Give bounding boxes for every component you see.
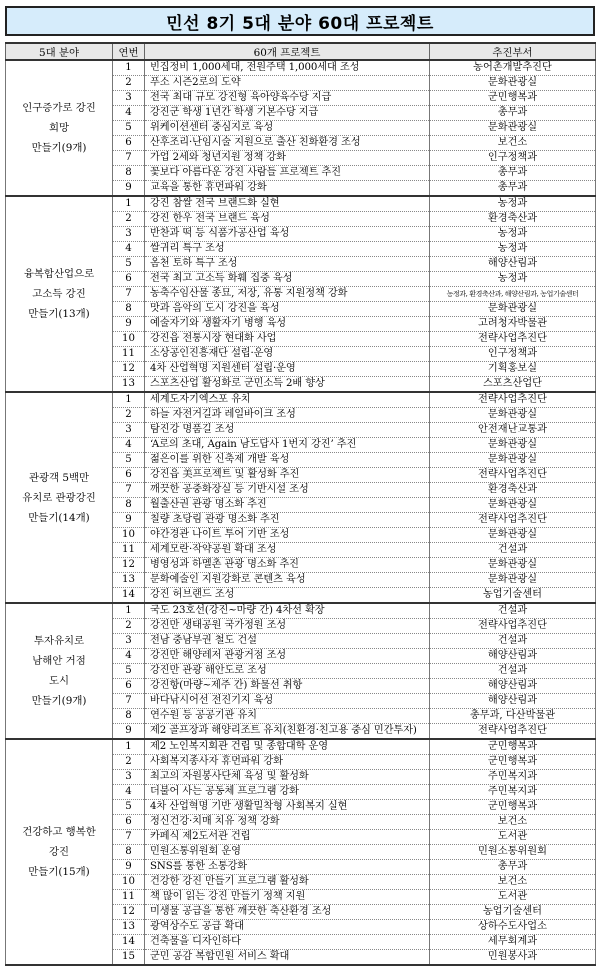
row-number: 8 [113, 709, 145, 724]
department: 문화관광실 [430, 453, 596, 468]
project-name: 강진만 생태공원 국가정원 조성 [145, 619, 430, 634]
department: 총무과 [430, 106, 596, 121]
row-number: 12 [113, 558, 145, 573]
project-name: 산후조리·난임시술 지원으로 출산 친화환경 조성 [145, 136, 430, 151]
title-banner [5, 6, 595, 36]
department: 건설과 [430, 634, 596, 649]
project-name: 강진군 학생 1년간 학생 기본수당 지급 [145, 106, 430, 121]
project-name: 국도 23호선(강진~마량 간) 4차선 확장 [145, 603, 430, 619]
table-row [6, 739, 596, 755]
row-number: 5 [113, 800, 145, 815]
row-number: 11 [113, 543, 145, 558]
department: 기획홍보실 [430, 362, 596, 377]
row-number: 8 [113, 498, 145, 513]
category-line: 유치로 관광강진 [22, 491, 96, 504]
row-number: 5 [113, 664, 145, 679]
project-name: 바다낚시어선 전진기지 육성 [145, 694, 430, 709]
project-name: 카페식 제2도서관 건립 [145, 830, 430, 845]
row-number: 9 [113, 317, 145, 332]
project-name: 꽃보다 아름다운 강진 사람들 프로젝트 추진 [145, 166, 430, 181]
project-name: 최고의 자원봉사단체 육성 및 활성화 [145, 770, 430, 785]
category-cell [6, 739, 113, 965]
category-line: 희망 [48, 122, 70, 134]
project-name: 연수원 등 공공기관 유치 [145, 709, 430, 724]
project-name: 가업 2세와 청년지원 정책 강화 [145, 151, 430, 166]
row-number: 4 [113, 785, 145, 800]
row-number: 5 [113, 453, 145, 468]
row-number: 3 [113, 227, 145, 242]
table-row [6, 196, 596, 212]
department: 농정과 [430, 196, 596, 212]
row-number: 9 [113, 724, 145, 740]
category-line: 융복합산업으로 [23, 268, 95, 280]
department: 농정과 [430, 227, 596, 242]
project-name: 깨끗한 공중화장실 등 기반시설 조성 [145, 483, 430, 498]
project-name: 예술자기와 생활자기 병행 육성 [145, 317, 430, 332]
project-name: 건축물을 디자인하다 [145, 935, 430, 950]
category-line: 만들기(9개) [31, 695, 87, 707]
project-name: 세계모란·작약공원 확대 조성 [145, 543, 430, 558]
row-number: 6 [113, 272, 145, 287]
row-number: 8 [113, 166, 145, 181]
department: 농정과 [430, 242, 596, 257]
row-number: 12 [113, 905, 145, 920]
row-number: 2 [113, 619, 145, 634]
row-number: 1 [113, 60, 145, 76]
department: 민원봉사과 [430, 950, 596, 966]
department: 해양산림과 [430, 257, 596, 272]
row-number: 7 [113, 694, 145, 709]
row-number: 10 [113, 332, 145, 347]
department: 도서관 [430, 830, 596, 845]
row-number: 1 [113, 739, 145, 755]
project-name: 책 많이 읽는 강진 만들기 정책 지원 [145, 890, 430, 905]
row-number: 1 [113, 603, 145, 619]
row-number: 4 [113, 649, 145, 664]
project-name: 전국 최고 고소득 화훼 집중 육성 [145, 272, 430, 287]
row-number: 8 [113, 302, 145, 317]
project-name: 건강한 강진 만들기 프로그램 활성화 [145, 875, 430, 890]
project-name: 정신건강·치매 치유 정책 강화 [145, 815, 430, 830]
row-number: 1 [113, 196, 145, 212]
project-name: 칠량 초당림 관광 명소화 추진 [145, 513, 430, 528]
department: 문화관광실 [430, 76, 596, 91]
project-name: 민원소통위원회 운영 [145, 845, 430, 860]
row-number: 2 [113, 755, 145, 770]
project-name: 옴천 토하 특구 조성 [145, 257, 430, 272]
category-line: 만들기(9개) [31, 142, 87, 154]
project-name: 농축수임산물 종묘, 저장, 유통 지원정책 강화 [145, 287, 430, 302]
project-name: 미생물 공급을 통한 깨끗한 축산환경 조성 [145, 905, 430, 920]
department: 문화관광실 [430, 408, 596, 423]
department: 안전재난교통과 [430, 423, 596, 438]
row-number: 11 [113, 347, 145, 362]
department: 건설과 [430, 603, 596, 619]
department: 문화관광실 [430, 573, 596, 588]
row-number: 2 [113, 76, 145, 91]
department: 보건소 [430, 875, 596, 890]
row-number: 13 [113, 920, 145, 935]
department: 전략사업추진단 [430, 724, 596, 740]
row-number: 15 [113, 950, 145, 966]
project-name: 젊은이를 위한 신축제 개발 육성 [145, 453, 430, 468]
category-line: 만들기(15개) [28, 866, 90, 878]
project-name: 반찬과 떡 등 식품가공산업 육성 [145, 227, 430, 242]
project-name: 전국 최대 규모 강진형 육아양육수당 지급 [145, 91, 430, 106]
row-number: 6 [113, 815, 145, 830]
project-name: 강진읍 美프로젝트 및 활성화 추진 [145, 468, 430, 483]
department: 문화관광실 [430, 302, 596, 317]
row-number: 7 [113, 483, 145, 498]
department: 보건소 [430, 136, 596, 151]
project-name: 강진읍 전통시장 현대화 사업 [145, 332, 430, 347]
project-name: 강진만 관광 해안도로 조성 [145, 664, 430, 679]
department: 농업기술센터 [430, 905, 596, 920]
department: 민원소통위원회 [430, 845, 596, 860]
department: 문화관광실 [430, 121, 596, 136]
row-number: 3 [113, 423, 145, 438]
department: 상하수도사업소 [430, 920, 596, 935]
project-name: 문화예술인 지원강화로 콘텐츠 육성 [145, 573, 430, 588]
department: 전략사업추진단 [430, 392, 596, 408]
category-line: 강진 [48, 846, 70, 858]
department: 군민행복과 [430, 739, 596, 755]
department: 총무과 [430, 860, 596, 875]
project-name: 강진항(마량~제주 간) 화물선 취항 [145, 679, 430, 694]
table-body [6, 60, 596, 965]
department: 총무과 [430, 166, 596, 181]
department: 해양산림과 [430, 694, 596, 709]
row-number: 6 [113, 468, 145, 483]
page-title: 민선 8기 5대 분야 60대 프로젝트 [166, 13, 434, 34]
department: 인구정책과 [430, 347, 596, 362]
header-dept: 추진부서 [430, 43, 596, 60]
category-cell [6, 60, 113, 196]
row-number: 2 [113, 408, 145, 423]
department: 농정과 [430, 272, 596, 287]
project-name: 강진 참쌀 전국 브랜드화 실현 [145, 196, 430, 212]
department: 주민복지과 [430, 770, 596, 785]
row-number: 7 [113, 287, 145, 302]
row-number: 7 [113, 151, 145, 166]
department: 전략사업추진단 [430, 513, 596, 528]
project-name: 야간경관 나이트 투어 기반 조성 [145, 528, 430, 543]
row-number: 13 [113, 377, 145, 393]
category-cell [6, 392, 113, 603]
department: 전략사업추진단 [430, 332, 596, 347]
department: 환경축산과 [430, 212, 596, 227]
table-header-row [6, 43, 596, 60]
project-name: 강진만 해양레저 관광거점 조성 [145, 649, 430, 664]
row-number: 9 [113, 513, 145, 528]
department: 농정과, 환경축산과, 해양산림과, 농업기술센터 [430, 287, 596, 302]
department: 문화관광실 [430, 528, 596, 543]
row-number: 4 [113, 106, 145, 121]
row-number: 8 [113, 845, 145, 860]
row-number: 9 [113, 181, 145, 197]
row-number: 5 [113, 121, 145, 136]
department: 문화관광실 [430, 438, 596, 453]
row-number: 3 [113, 770, 145, 785]
department: 주민복지과 [430, 785, 596, 800]
row-number: 9 [113, 860, 145, 875]
project-name: 소상공인진흥재단 설립·운영 [145, 347, 430, 362]
row-number: 4 [113, 242, 145, 257]
projects-table [5, 42, 596, 966]
project-name: 쌀귀리 특구 조성 [145, 242, 430, 257]
department: 보건소 [430, 815, 596, 830]
project-name: ‘A로의 초대, Again 남도답사 1번지 강진’ 추진 [145, 438, 430, 453]
category-line: 고소득 강진 [32, 288, 86, 300]
department: 건설과 [430, 543, 596, 558]
category-line: 남해안 거점 [32, 655, 86, 667]
project-name: 월출산권 관광 명소화 추진 [145, 498, 430, 513]
project-name: 제2 노인복지회관 건립 및 종합대학 운영 [145, 739, 430, 755]
department: 군민행복과 [430, 800, 596, 815]
project-name: 푸소 시즌2로의 도약 [145, 76, 430, 91]
header-field: 5대 분야 [6, 43, 113, 60]
department: 해양산림과 [430, 679, 596, 694]
project-name: 교육을 통한 휴먼파워 강화 [145, 181, 430, 197]
category-line: 투자유치로 [33, 635, 85, 647]
table-row [6, 392, 596, 408]
project-name: 사회복지종사자 휴먼파워 강화 [145, 755, 430, 770]
row-number: 12 [113, 362, 145, 377]
department: 해양산림과 [430, 649, 596, 664]
department: 스포츠산업단 [430, 377, 596, 393]
department: 총무과 [430, 181, 596, 197]
row-number: 10 [113, 528, 145, 543]
category-line: 도시 [48, 675, 70, 687]
row-number: 1 [113, 392, 145, 408]
project-name: 병영성과 하멜촌 관광 명소화 추진 [145, 558, 430, 573]
project-name: 전남 중남부권 철도 건설 [145, 634, 430, 649]
project-name: 4차 산업혁명 지원센터 설립·운영 [145, 362, 430, 377]
project-name: 탐진강 명품길 조성 [145, 423, 430, 438]
department: 도서관 [430, 890, 596, 905]
project-name: 강진 허브랜드 조성 [145, 588, 430, 604]
project-name: 강진 한우 전국 브랜드 육성 [145, 212, 430, 227]
department: 군민행복과 [430, 91, 596, 106]
department: 세무회계과 [430, 935, 596, 950]
department: 농어촌개발추진단 [430, 60, 596, 76]
row-number: 14 [113, 935, 145, 950]
project-name: 스포츠산업 활성화로 군민소득 2배 향상 [145, 377, 430, 393]
project-name: 빈집정비 1,000세대, 전원주택 1,000세대 조성 [145, 60, 430, 76]
department: 환경축산과 [430, 483, 596, 498]
row-number: 14 [113, 588, 145, 604]
department: 총무과, 다산박물관 [430, 709, 596, 724]
department: 농업기술센터 [430, 588, 596, 604]
category-cell [6, 196, 113, 392]
department: 고려청자박물관 [430, 317, 596, 332]
project-name: 맛과 음악의 도시 강진을 육성 [145, 302, 430, 317]
table-row [6, 603, 596, 619]
project-name: SNS를 통한 소통강화 [145, 860, 430, 875]
row-number: 7 [113, 830, 145, 845]
project-name: 위케이션센터 중심지로 육성 [145, 121, 430, 136]
category-line: 건강하고 행복한 [22, 826, 96, 838]
row-number: 13 [113, 573, 145, 588]
row-number: 3 [113, 634, 145, 649]
department: 문화관광실 [430, 558, 596, 573]
category-line: 만들기(14개) [28, 511, 90, 524]
row-number: 5 [113, 257, 145, 272]
department: 전략사업추진단 [430, 619, 596, 634]
row-number: 10 [113, 875, 145, 890]
category-line: 인구증가로 강진 [22, 102, 96, 114]
project-name: 세계도자기엑스포 유치 [145, 392, 430, 408]
department: 건설과 [430, 664, 596, 679]
row-number: 3 [113, 91, 145, 106]
project-name: 더불어 사는 공동체 프로그램 강화 [145, 785, 430, 800]
department: 인구정책과 [430, 151, 596, 166]
category-line: 만들기(13개) [28, 308, 90, 320]
header-project: 60개 프로젝트 [145, 43, 430, 60]
project-name: 광역상수도 공급 확대 [145, 920, 430, 935]
department: 문화관광실 [430, 498, 596, 513]
row-number: 6 [113, 679, 145, 694]
row-number: 11 [113, 890, 145, 905]
row-number: 4 [113, 438, 145, 453]
project-name: 4차 산업혁명 기반 생활밀착형 사회복지 실현 [145, 800, 430, 815]
project-name: 하늘 자전거길과 레일바이크 조성 [145, 408, 430, 423]
department: 전략사업추진단 [430, 468, 596, 483]
category-line: 관광객 5백만 [28, 471, 90, 484]
project-name: 군민 공감 복합민원 서비스 확대 [145, 950, 430, 966]
header-no: 연번 [113, 43, 145, 60]
table-row [6, 60, 596, 76]
row-number: 6 [113, 136, 145, 151]
department: 군민행복과 [430, 755, 596, 770]
project-name: 제2 골프장과 해양리조트 유치(친환경·친고용 중심 민간투자) [145, 724, 430, 740]
category-cell [6, 603, 113, 739]
row-number: 2 [113, 212, 145, 227]
